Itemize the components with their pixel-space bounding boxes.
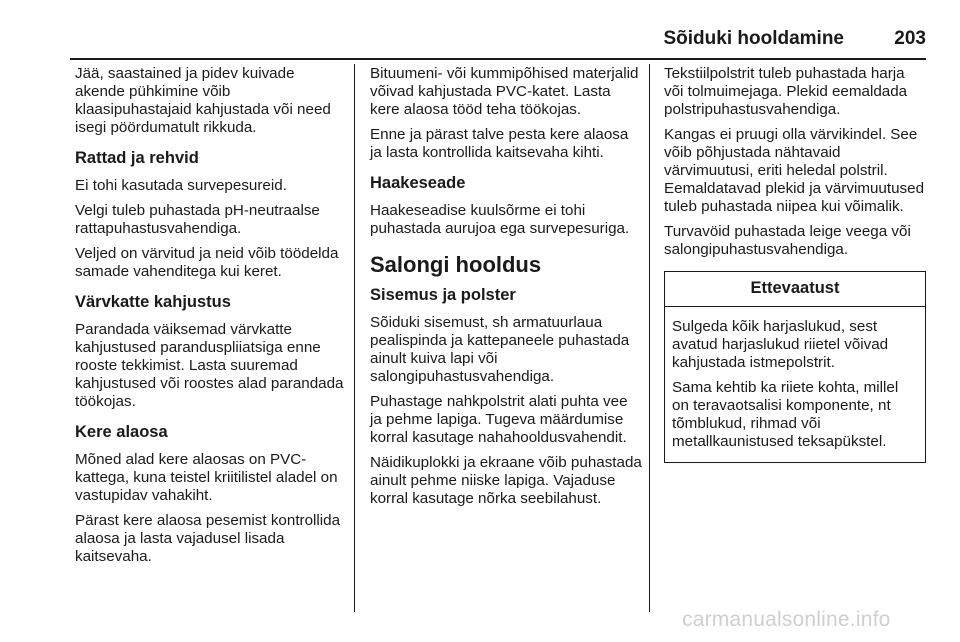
- column-2: [370, 65, 642, 515]
- watermark: carmanualsonline.info: [682, 608, 891, 631]
- paragraph: Näidikuplokki ja ekraane võib puhastada ainult pehme niiske lapiga. Vajaduse korral kasutage nõrka seebilahust.: [370, 454, 642, 507]
- column-3: [664, 65, 926, 463]
- paragraph: Tekstiilpolstrit tuleb puhastada harja või tolmuimejaga. Plekid eemaldada polstripuhastusvahendiga.: [664, 65, 908, 118]
- paragraph: Enne ja pärast talve pesta kere alaosa ja lasta kontrollida kaitsevaha kihti.: [370, 126, 629, 161]
- paragraph: Ei tohi kasutada survepesureid.: [75, 177, 287, 194]
- header-rule: [70, 58, 926, 60]
- paragraph: Kangas ei pruugi olla värvikindel. See võib põhjustada nähtavaid värvimuutusi, eriti heledal polstril. Eemaldatavad plekid ja värvimuutused tuleb puhastada niipea kui võimalik.: [664, 126, 925, 215]
- paragraph: Haakeseadise kuulsõrme ei tohi puhastada aurujoa ega survepesuriga.: [370, 202, 630, 237]
- caution-body: [665, 307, 925, 462]
- paragraph: Veljed on värvitud ja neid võib töödelda samade vahenditega kui keret.: [75, 245, 339, 280]
- heading-underbody: Kere alaosa: [75, 423, 168, 441]
- column-divider: [649, 64, 650, 612]
- caution-box: [664, 271, 926, 463]
- paragraph: Mõned alad kere alaosas on PVC-kattega, kuna teistel kriitilistel aladel on vastupidav vahakiht.: [75, 451, 338, 504]
- column-1: [75, 65, 347, 573]
- caution-title: Ettevaatust: [665, 272, 925, 307]
- page-number: 203: [894, 28, 926, 49]
- paragraph: Turvavöid puhastada leige veega või salongipuhastusvahendiga.: [664, 223, 911, 258]
- paragraph: Puhastage nahkpolstrit alati puhta vee ja pehme lapiga. Tugeva määrdumise korral kasutage nahahooldusvahendit.: [370, 393, 628, 446]
- paragraph: Parandada väiksemad värvkatte kahjustused paranduspliiatsiga enne rooste tekkimist. Lasta suuremad kahjustused või roostes alad parandada töökojas.: [75, 321, 344, 410]
- paragraph: Sulgeda kõik harjaslukud, sest avatud harjaslukud riietel võivad kahjustada istmepolstrit.: [672, 318, 889, 371]
- page-header: [70, 28, 926, 56]
- paragraph: Pärast kere alaosa pesemist kontrollida alaosa ja lasta vajadusel lisada kaitsevaha.: [75, 512, 341, 565]
- paragraph: Bituumeni- või kummipõhised materjalid võivad kahjustada PVC-katet. Lasta kere alaosa tööd teha töökojas.: [370, 65, 639, 118]
- paragraph: Sõiduki sisemust, sh armatuurlaua pealispinda ja kattepaneele puhastada ainult kuiva lapi või salongipuhastusvahendiga.: [370, 314, 630, 385]
- paragraph: Jää, saastained ja pidev kuivade akende pühkimine võib klaasipuhastajaid kahjustada või need isegi pöördumatult rikkuda.: [75, 65, 331, 136]
- heading-interior-care: Salongi hooldus: [370, 252, 542, 277]
- heading-towing: Haakeseade: [370, 174, 466, 192]
- paragraph: Sama kehtib ka riiete kohta, millel on teravaotsalisi komponente, nt tõmblukud, rihmad või metallkaunistused teksapükstel.: [672, 379, 899, 450]
- heading-interior-upholstery: Sisemus ja polster: [370, 286, 516, 304]
- section-title: Sõiduki hooldamine: [663, 28, 844, 49]
- paragraph: Velgi tuleb puhastada pH-neutraalse rattapuhastusvahendiga.: [75, 202, 320, 237]
- column-divider: [354, 64, 355, 612]
- heading-paint-damage: Värvkatte kahjustus: [75, 293, 231, 311]
- heading-wheels: Rattad ja rehvid: [75, 149, 199, 167]
